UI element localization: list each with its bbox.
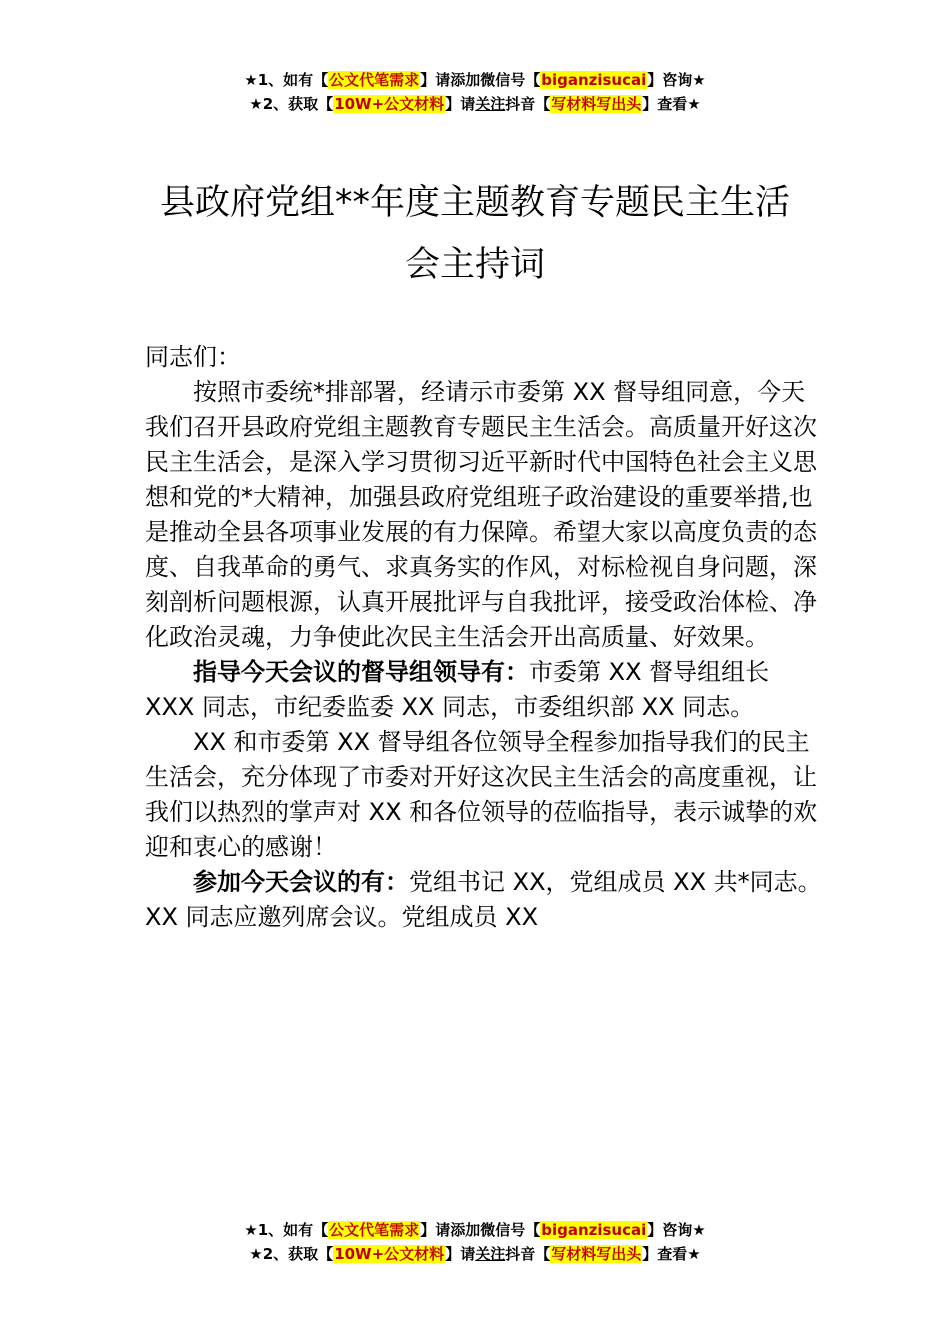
wechat-id-highlight: biganzisucai bbox=[541, 71, 647, 89]
paragraph-3: XX 和市委第 XX 督导组各位领导全程参加指导我们的民主生活会，充分体现了市委对开好这次民主生活会的高度重视，让我们以热烈的掌声对 XX 和各位领导的莅临指导，表示诚挚的欢迎和衷心的感谢！ bbox=[145, 728, 818, 861]
paragraph-2-text: 市委第 XX 督导组组长 XXX 同志，市纪委监委 XX 同志，市委组织部 XX 同志。 bbox=[145, 658, 770, 721]
banner-highlight: 公文代笔需求 bbox=[329, 71, 420, 89]
banner-line-2: ★2、获取【10W+公文材料】请关注抖音【写材料写出头】查看★ bbox=[249, 1245, 701, 1263]
document-title bbox=[0, 172, 950, 296]
banner-line-1: ★1、如有【公文代笔需求】请添加微信号【biganzisucai】咨询★ bbox=[244, 71, 706, 89]
salutation: 同志们： bbox=[145, 343, 241, 371]
banner-highlight: 公文代笔需求 bbox=[329, 1221, 420, 1239]
banner-line-2: ★2、获取【10W+公文材料】请关注抖音【写材料写出头】查看★ bbox=[249, 95, 701, 113]
douyin-id-highlight: 写材料写出头 bbox=[551, 95, 642, 113]
paragraph-4-lead: 参加今天会议的有： bbox=[193, 868, 409, 896]
follow-underlined: 关注 bbox=[475, 95, 506, 113]
title-line-2: 会主持词 bbox=[404, 245, 545, 285]
footer-banner bbox=[0, 1218, 950, 1266]
title-line-1: 县政府党组**年度主题教育专题民主生活 bbox=[159, 183, 790, 223]
banner-highlight: 10W+公文材料 bbox=[334, 1245, 445, 1263]
header-banner bbox=[0, 68, 950, 116]
paragraph-2-lead: 指导今天会议的督导组领导有： bbox=[193, 658, 529, 686]
banner-line-1: ★1、如有【公文代笔需求】请添加微信号【biganzisucai】咨询★ bbox=[244, 1221, 706, 1239]
paragraph-4-text: 党组书记 XX，党组成员 XX 共*同志。XX 同志应邀列席会议。党组成员 XX bbox=[145, 868, 822, 931]
banner-highlight: 10W+公文材料 bbox=[334, 95, 445, 113]
paragraph-1: 按照市委统*排部署，经请示市委第 XX 督导组同意，今天我们召开县政府党组主题教育专题民主生活会。高质量开好这次民主生活会，是深入学习贯彻习近平新时代中国特色社会主义思想和党的*大精神，加强县政府党组班子政治建设的重要举措,也是推动全县各项事业发展的有力保障。希望大家以高度负责的态度、自我革命的勇气、求真务实的作风，对标检视自身问题，深刻剖析问题根源，认真开展批评与自我批评，接受政治体检、净化政治灵魂，力争使此次民主生活会开出高质量、好效果。 bbox=[145, 378, 817, 651]
paragraph-4 bbox=[145, 865, 825, 935]
douyin-id-highlight: 写材料写出头 bbox=[551, 1245, 642, 1263]
wechat-id-highlight: biganzisucai bbox=[541, 1221, 647, 1239]
paragraph-2 bbox=[145, 655, 825, 725]
document-body bbox=[145, 340, 825, 935]
follow-underlined: 关注 bbox=[475, 1245, 506, 1263]
